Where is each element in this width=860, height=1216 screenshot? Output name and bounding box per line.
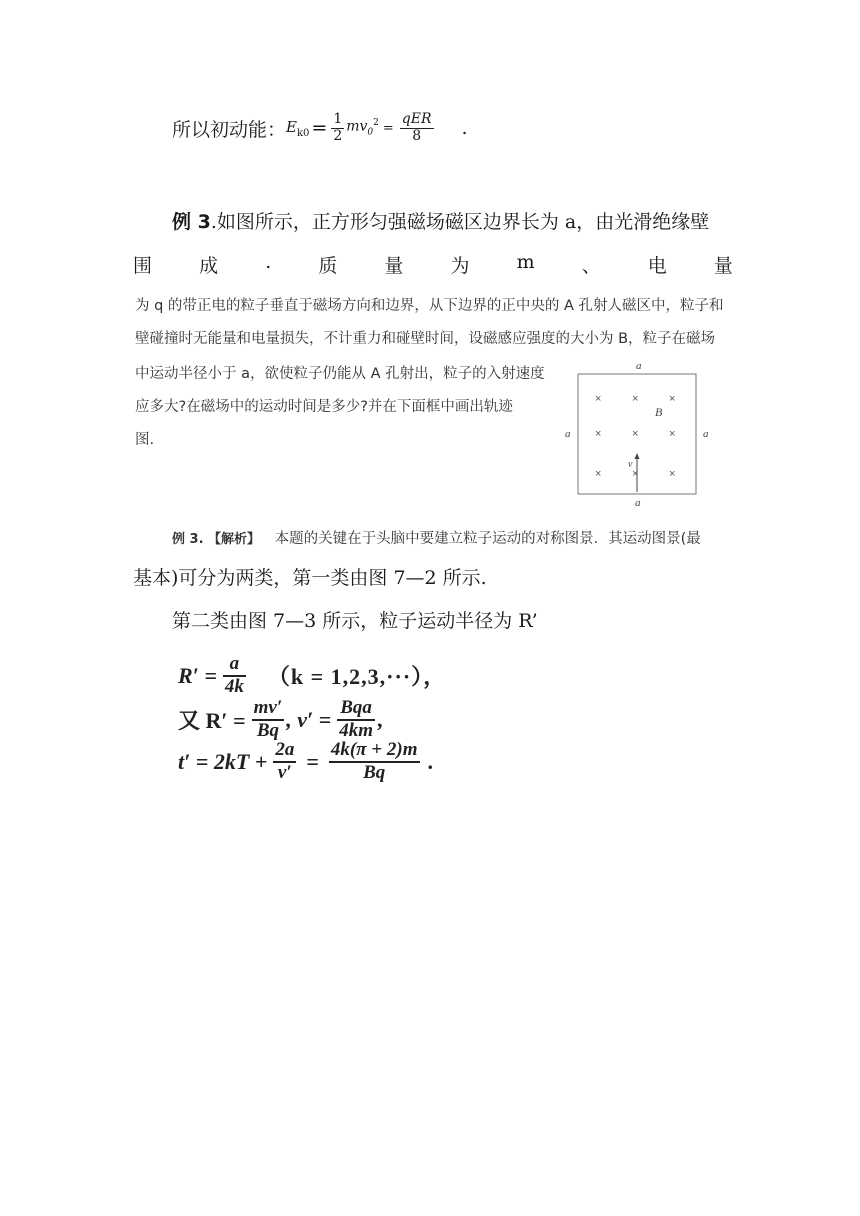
velocity-label: v	[628, 459, 633, 470]
example-3-text-1: .如图所示，正方形匀强磁场磁区边界长为 a，由光滑绝缘壁	[210, 211, 710, 233]
solution-line-3: 第二类由图 7—3 所示，粒子运动半径为 R’	[172, 610, 538, 632]
eq2-prefix: 又 R′ =	[178, 708, 246, 734]
problem-paragraph-line-4: 应多大?在磁场中的运动时间是多少?并在下面框中画出轨迹	[135, 399, 513, 415]
field-cross: ×	[669, 468, 676, 480]
char-1: 成	[199, 255, 219, 277]
field-cross: ×	[669, 428, 676, 440]
eq1-fraction: $\frac{a}{4k}$	[224, 653, 244, 697]
char-4: 量	[384, 255, 404, 277]
char-8: 电	[647, 255, 667, 277]
example-3-line-1	[172, 207, 709, 234]
example-3-title: 例 3	[172, 211, 211, 233]
field-cross: ×	[669, 393, 676, 405]
label-left: a	[565, 428, 571, 440]
label-right: a	[703, 428, 709, 440]
eq2-mid: , v′ =	[286, 706, 332, 732]
label-top: a	[636, 360, 642, 372]
eq3-fraction-1: $\frac{2a}{v'}$	[275, 739, 295, 783]
formula-period: .	[461, 117, 468, 139]
char-3: 质	[318, 255, 338, 277]
equals-sign-2: =	[382, 120, 394, 136]
problem-paragraph-line-1: 为 q 的带正电的粒子垂直于磁场方向和边界，从下边界的正中央的 A 孔射人磁区中，粒子和	[135, 298, 724, 314]
mv-term: $mv_0^2$	[346, 118, 379, 138]
eq1-condition: （k = 1,2,3,···），	[267, 664, 447, 690]
char-7: 、	[581, 255, 601, 277]
field-cross: ×	[595, 468, 602, 480]
eq2-fraction-2: $\frac{\text{Bqa}}{4km}$	[339, 697, 373, 741]
kinetic-energy-formula	[172, 104, 468, 152]
qer-fraction: $\frac{\text{qER}}{8}$	[401, 111, 432, 144]
field-cross: ×	[632, 428, 639, 440]
eq1-lhs: R′ =	[178, 662, 217, 688]
char-2: .	[265, 251, 272, 273]
label-bottom: a	[635, 497, 641, 508]
eq3-end: .	[427, 748, 433, 774]
solution-line-1	[172, 527, 701, 548]
eq3-lhs: t′ = 2kT +	[178, 748, 268, 774]
problem-paragraph-line-3: 中运动半径小于 a，欲使粒子仍能从 A 孔射出，粒子的入射速度	[135, 366, 545, 382]
char-5: 为	[450, 255, 470, 277]
equation-1	[178, 654, 446, 698]
equation-3	[178, 740, 433, 784]
field-cross: ×	[595, 428, 602, 440]
problem-paragraph-line-5: 图.	[135, 432, 155, 448]
equation-2	[178, 698, 382, 742]
solution-line-2: 基本)可分为两类，第一类由图 7—2 所示.	[133, 567, 487, 589]
magnetic-field-figure	[560, 358, 720, 508]
char-0: 围	[133, 255, 153, 277]
formula-prefix: 所以初动能：	[172, 118, 287, 141]
char-6: m	[516, 251, 535, 273]
example-3-line-2	[133, 251, 733, 278]
field-cross: ×	[632, 468, 639, 480]
eq2-end: ,	[376, 706, 383, 732]
half-fraction: $\frac{1}{2}$	[333, 111, 343, 144]
field-cross: ×	[632, 393, 639, 405]
solution-heading: 例 3. 【解析】	[172, 532, 261, 547]
problem-paragraph-line-2: 壁碰撞时无能量和电量损失，不计重力和碰壁时间，设磁感应强度的大小为 B，粒子在磁场	[135, 331, 716, 347]
field-label-b: B	[655, 405, 663, 419]
char-9: 量	[713, 255, 733, 277]
equals-sign: =	[311, 117, 328, 139]
solution-text-1: 本题的关键在于头脑中要建立粒子运动的对称图景．其运动图景(最	[274, 531, 701, 547]
energy-symbol: $E_{k0}$	[286, 117, 310, 139]
field-cross: ×	[595, 393, 602, 405]
eq3-fraction-2: $\frac{4k(\pi + 2)m}{Bq}$	[330, 739, 418, 783]
eq3-equals: =	[306, 748, 319, 774]
eq2-fraction-1: $\frac{mv'}{Bq}$	[253, 697, 283, 741]
velocity-arrow-head	[635, 453, 640, 459]
